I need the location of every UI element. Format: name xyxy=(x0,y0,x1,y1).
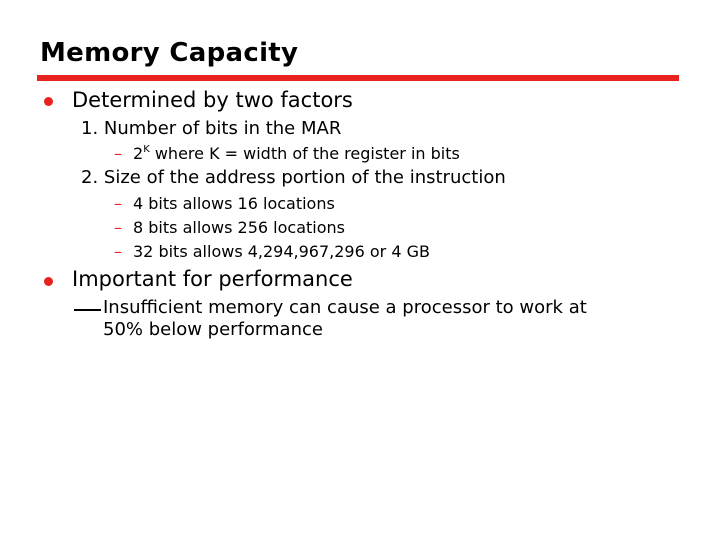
subitem-2k-base: 2 xyxy=(133,144,144,163)
title-underline xyxy=(37,75,679,81)
bullet-dot-icon xyxy=(44,97,53,106)
item-number-of-bits: 1. Number of bits in the MAR xyxy=(81,118,342,139)
subitem-4-bits: 4 bits allows 16 locations xyxy=(133,194,335,213)
bullet-important: Important for performance xyxy=(72,267,353,291)
dash-icon: – xyxy=(114,242,122,261)
dash-icon: – xyxy=(114,218,122,237)
item-address-portion: 2. Size of the address portion of the instruction xyxy=(81,167,506,188)
slide-title: Memory Capacity xyxy=(40,38,299,68)
subitem-2k-rest: where K = width of the register in bits xyxy=(149,144,460,163)
bullet-dot-icon xyxy=(44,277,53,286)
subitem-8-bits: 8 bits allows 256 locations xyxy=(133,218,345,237)
dash-icon: – xyxy=(114,144,122,163)
dash-icon: – xyxy=(114,194,122,213)
subitem-2k-exp: K xyxy=(143,144,150,155)
item-insufficient-line1: Insufficient memory can cause a processor to work at xyxy=(103,297,587,318)
subitem-32-bits: 32 bits allows 4,294,967,296 or 4 GB xyxy=(133,242,430,261)
bullet-determined: Determined by two factors xyxy=(72,88,353,112)
item-insufficient-line2: 50% below performance xyxy=(103,319,323,340)
emdash-icon xyxy=(74,309,101,311)
subitem-2k xyxy=(133,144,460,163)
